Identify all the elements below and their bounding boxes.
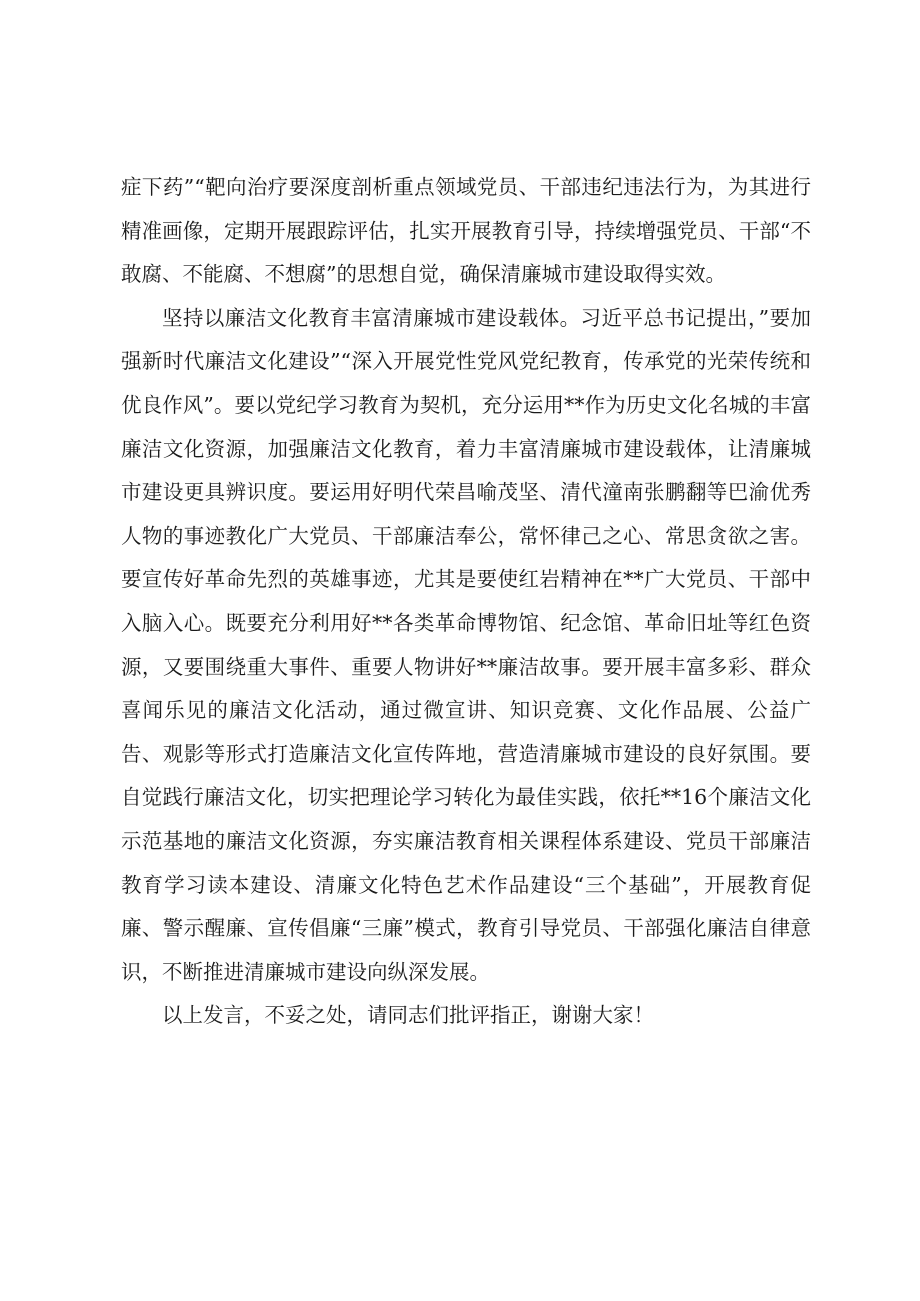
paragraph-continuation: 症下药”“靶向治疗要深度剖析重点领域党员、干部违纪违法行为，为其进行精准画像，定期开展跟踪评估，扎实开展教育引导，持续增强党员、干部“不敢腐、不能腐、不想腐”的思想自觉，确保清廉城市建设取得实效。 <box>121 175 811 287</box>
document-body <box>121 166 811 1038</box>
paragraph-closing: 以上发言，不妥之处，请同志们批评指正，谢谢大家！ <box>162 1003 654 1028</box>
paragraph-clean-culture: 坚持以廉洁文化教育丰富清廉城市建设载体。习近平总书记提出，”要加强新时代廉洁文化建设”“深入开展党性党风党纪教育，传承党的光荣传统和优良作风”。要以党纪学习教育为契机，充分运用**作为历史文化名城的丰富廉洁文化资源，加强廉洁文化教育，着力丰富清廉城市建设载体，让清廉城市建设更具辨识度。要运用好明代荣昌喻茂坚、清代潼南张鹏翻等巴渝优秀人物的事迹教化广大党员、干部廉洁奉公，常怀律己之心、常思贪欲之害。要宣传好革命先烈的英雄事迹，尤其是要使红岩精神在**广大党员、干部中入脑入心。既要充分利用好**各类革命博物馆、纪念馆、革命旧址等红色资源，又要围绕重大事件、重要人物讲好**廉洁故事。要开展丰富多彩、群众喜闻乐见的廉洁文化活动，通过微宣讲、知识竞赛、文化作品展、公益广告、观影等形式打造廉洁文化宣传阵地，营造清廉城市建设的良好氛围。要自觉践行廉洁文化，切实把理论学习转化为最佳实践，依托**16个廉洁文化示范基地的廉洁文化资源，夯实廉洁教育相关课程体系建设、党员干部廉洁教育学习读本建设、清廉文化特色艺术作品建设“三个基础”，开展教育促廉、警示醒廉、宣传倡廉“三廉”模式，教育引导党员、干部强化廉洁自律意识，不断推进清廉城市建设向纵深发展。 <box>121 305 811 984</box>
